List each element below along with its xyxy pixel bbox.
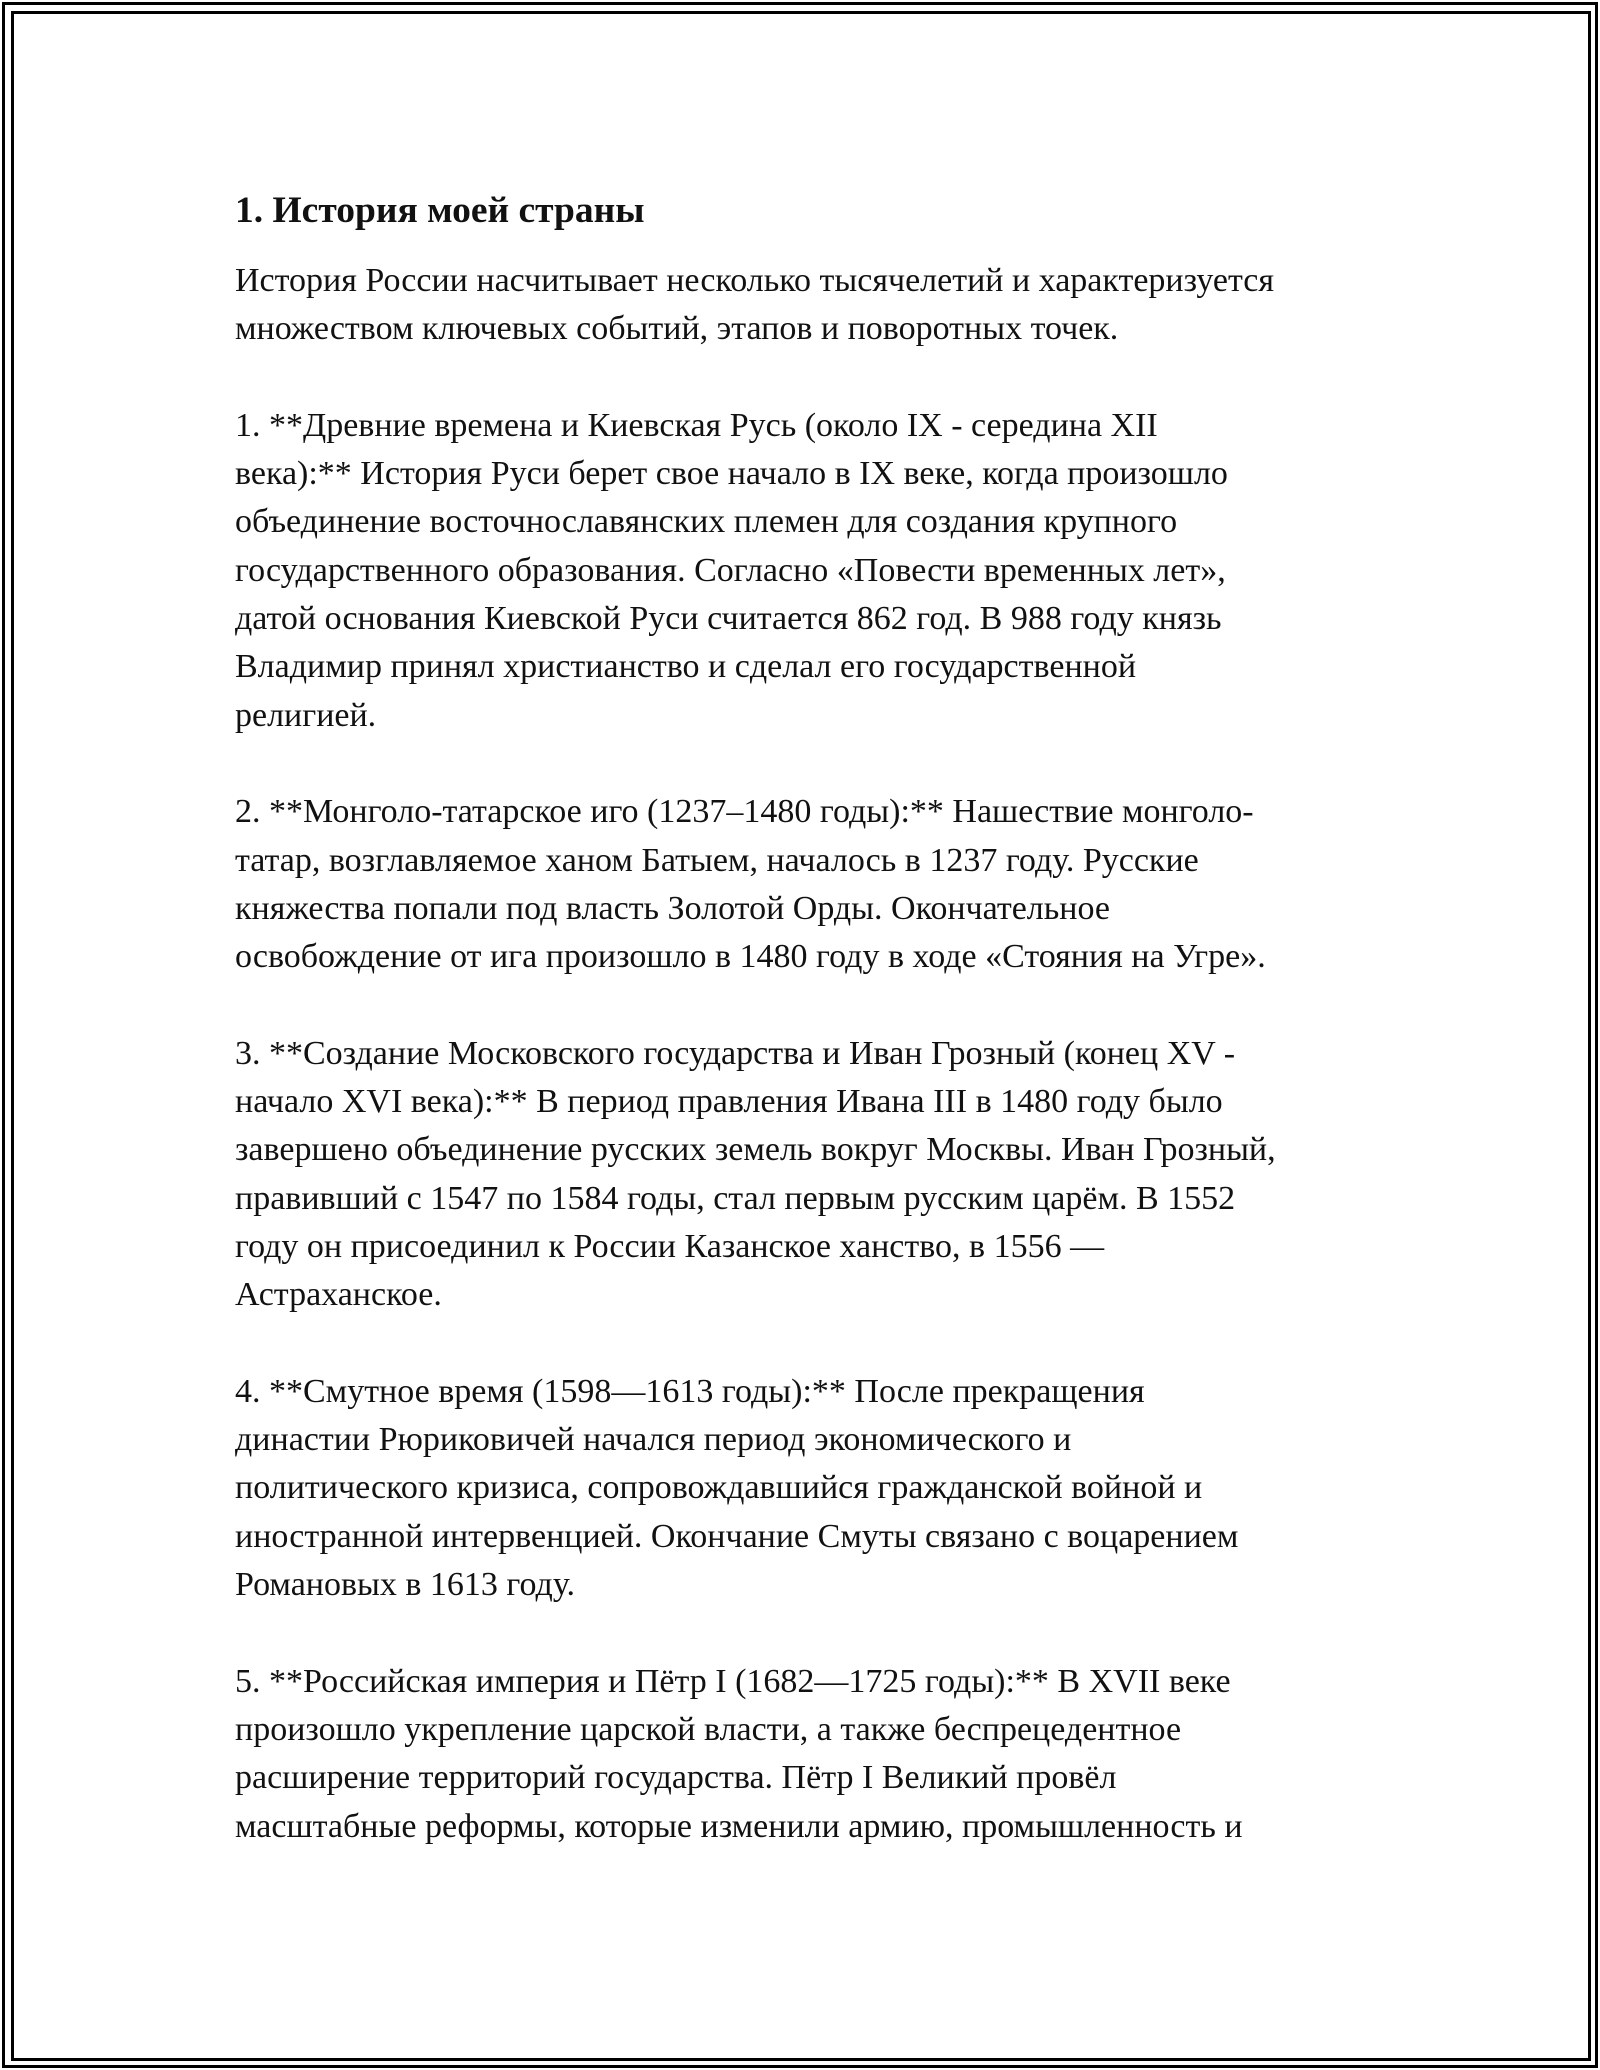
paragraph-line: 1. **Древние времена и Киевская Русь (около IX - середина XII	[235, 406, 1158, 444]
paragraph-line: династии Рюриковичей начался период экономического и	[235, 1421, 1072, 1459]
paragraph-line: Романовых в 1613 году.	[235, 1566, 575, 1604]
paragraph-line: княжества попали под власть Золотой Орды. Окончательное	[235, 889, 1110, 927]
section-time-of-troubles	[235, 1368, 1395, 1609]
paragraph-line: правивший с 1547 по 1584 годы, стал первым русским царём. В 1552	[235, 1179, 1236, 1217]
paragraph-line: 4. **Смутное время (1598—1613 годы):** После прекращения	[235, 1372, 1145, 1410]
paragraph-line: 3. **Создание Московского государства и Иван Грозный (конец XV -	[235, 1034, 1236, 1072]
section-russian-empire	[235, 1658, 1395, 1851]
paragraph-line: масштабные реформы, которые изменили армию, промышленность и	[235, 1807, 1243, 1845]
paragraph-line: завершено объединение русских земель вокруг Москвы. Иван Грозный,	[235, 1131, 1276, 1169]
paragraph-line: начало XVI века):** В период правления Ивана III в 1480 году было	[235, 1083, 1223, 1121]
paragraph-line: 2. **Монголо-татарское иго (1237–1480 годы):** Нашествие монголо-	[235, 793, 1254, 831]
paragraph-line: Астраханское.	[235, 1276, 442, 1314]
paragraph-line: освобождение от ига произошло в 1480 году в ходе «Стояния на Угре».	[235, 938, 1266, 976]
paragraph-line: религией.	[235, 696, 377, 734]
section-kievan-rus	[235, 402, 1395, 740]
paragraph-line: История России насчитывает несколько тысячелетий и характеризуется	[235, 262, 1274, 299]
paragraph-line: иностранной интервенцией. Окончание Смуты связано с воцарением	[235, 1517, 1239, 1555]
paragraph-line: политического кризиса, сопровождавшийся гражданской войной и	[235, 1469, 1203, 1507]
paragraph-line: века):** История Руси берет свое начало в IX веке, когда произошло	[235, 455, 1228, 493]
paragraph-line: множеством ключевых событий, этапов и поворотных точек.	[235, 310, 1119, 348]
paragraph-line: произошло укрепление царской власти, а также беспрецедентное	[235, 1710, 1182, 1748]
section-moscow-state	[235, 1030, 1395, 1320]
intro-paragraph	[235, 257, 1395, 354]
document-body	[235, 187, 1395, 1899]
paragraph-line: году он присоединил к России Казанское ханство, в 1556 —	[235, 1227, 1105, 1265]
paragraph-line: датой основания Киевской Руси считается 862 год. В 988 году князь	[235, 600, 1222, 638]
paragraph-line: татар, возглавляемое ханом Батыем, началось в 1237 году. Русские	[235, 841, 1199, 879]
paragraph-line: 5. **Российская империя и Пётр I (1682—1725 годы):** В XVII веке	[235, 1662, 1231, 1700]
paragraph-line: объединение восточнославянских племен для создания крупного	[235, 503, 1178, 541]
section-mongol-yoke	[235, 788, 1395, 981]
paragraph-line: Владимир принял христианство и сделал его государственной	[235, 648, 1137, 686]
document-title: 1. История моей страны	[235, 190, 645, 231]
paragraph-line: государственного образования. Согласно «Повести временных лет»,	[235, 551, 1226, 589]
paragraph-line: расширение территорий государства. Пётр I Великий провёл	[235, 1759, 1117, 1797]
